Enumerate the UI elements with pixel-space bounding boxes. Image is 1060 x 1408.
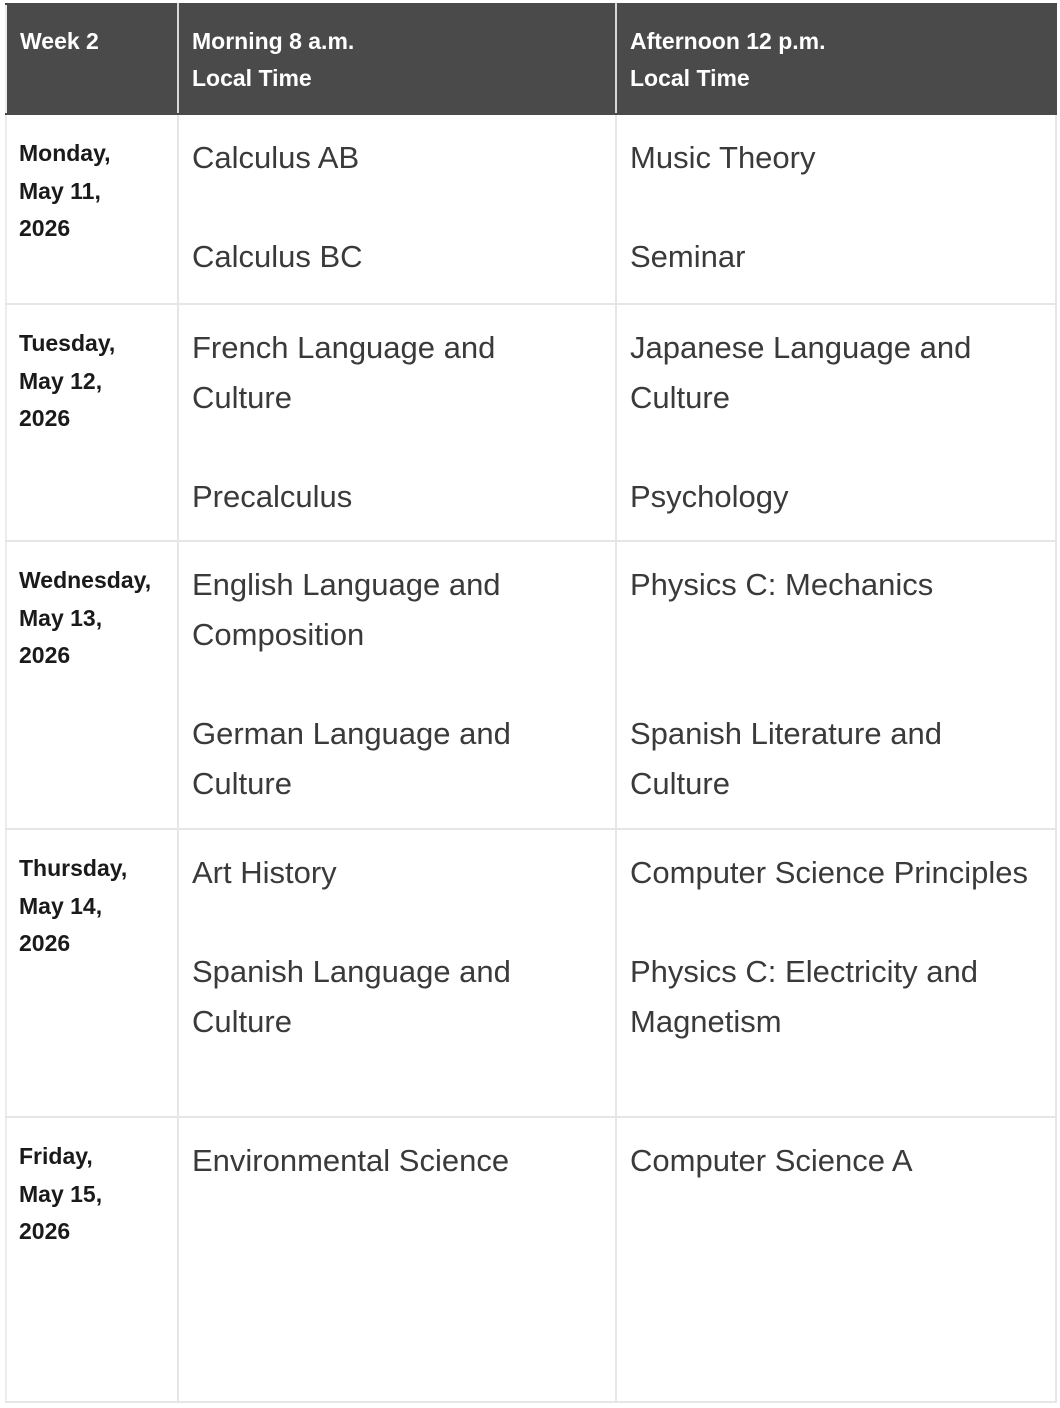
day-cell [6,304,178,541]
afternoon-header-time: Afternoon 12 p.m. [630,28,826,54]
day-weekday: Thursday, [19,855,128,881]
afternoon-exams [616,1117,1056,1402]
day-date: May 15, [19,1180,103,1207]
exam-name: Spanish Language and Culture [192,954,511,1039]
exam-schedule-table [5,3,1057,1403]
morning-exams [178,304,616,541]
exam-name: Music Theory [630,140,816,175]
exam-name: Art History [192,855,337,890]
day-year: 2026 [19,930,71,956]
afternoon-exams [616,114,1056,304]
day-weekday: Monday, [19,140,111,166]
table-row [6,541,1056,829]
day-date: May 13, [19,604,103,631]
exam-name: Physics C: Electricity and Magnetism [630,954,978,1039]
morning-header-time: Morning 8 a.m. [192,28,355,54]
day-cell [6,829,178,1117]
day-year: 2026 [19,642,71,668]
exam-name: Physics C: Mechanics [630,567,934,602]
exam-name: Spanish Literature and Culture [630,716,942,801]
morning-header [178,4,616,114]
table-row [6,304,1056,541]
day-weekday: Wednesday, [19,567,152,593]
day-cell [6,541,178,829]
exam-name: Calculus AB [192,140,360,175]
day-cell [6,114,178,304]
week-label: Week 2 [20,28,99,54]
exam-name: French Language and Culture [192,330,496,415]
day-year: 2026 [19,1218,71,1244]
day-weekday: Friday, [19,1143,93,1169]
week-header [6,4,178,114]
exam-name: English Language and Composition [192,567,501,652]
exam-name: Seminar [630,239,746,274]
table-row [6,829,1056,1117]
afternoon-exams [616,829,1056,1117]
exam-name: Computer Science A [630,1143,913,1178]
morning-exams [178,1117,616,1402]
morning-header-zone: Local Time [192,65,312,91]
morning-exams [178,829,616,1117]
morning-exams [178,114,616,304]
day-date: May 14, [19,892,103,919]
table-row [6,114,1056,304]
table-row [6,1117,1056,1402]
exam-name: Calculus BC [192,239,363,274]
exam-name: Japanese Language and Culture [630,330,972,415]
afternoon-exams [616,304,1056,541]
afternoon-exams [616,541,1056,829]
day-weekday: Tuesday, [19,330,116,356]
exam-name: Psychology [630,479,789,514]
morning-exams [178,541,616,829]
header-row [6,4,1056,114]
day-year: 2026 [19,215,71,241]
day-year: 2026 [19,405,71,431]
day-date: May 11, [19,177,101,204]
exam-name: Precalculus [192,479,353,514]
exam-name: Computer Science Principles [630,855,1029,890]
exam-name: German Language and Culture [192,716,511,801]
exam-name: Environmental Science [192,1143,510,1178]
afternoon-header [616,4,1056,114]
afternoon-header-zone: Local Time [630,65,750,91]
day-date: May 12, [19,367,103,394]
day-cell [6,1117,178,1402]
